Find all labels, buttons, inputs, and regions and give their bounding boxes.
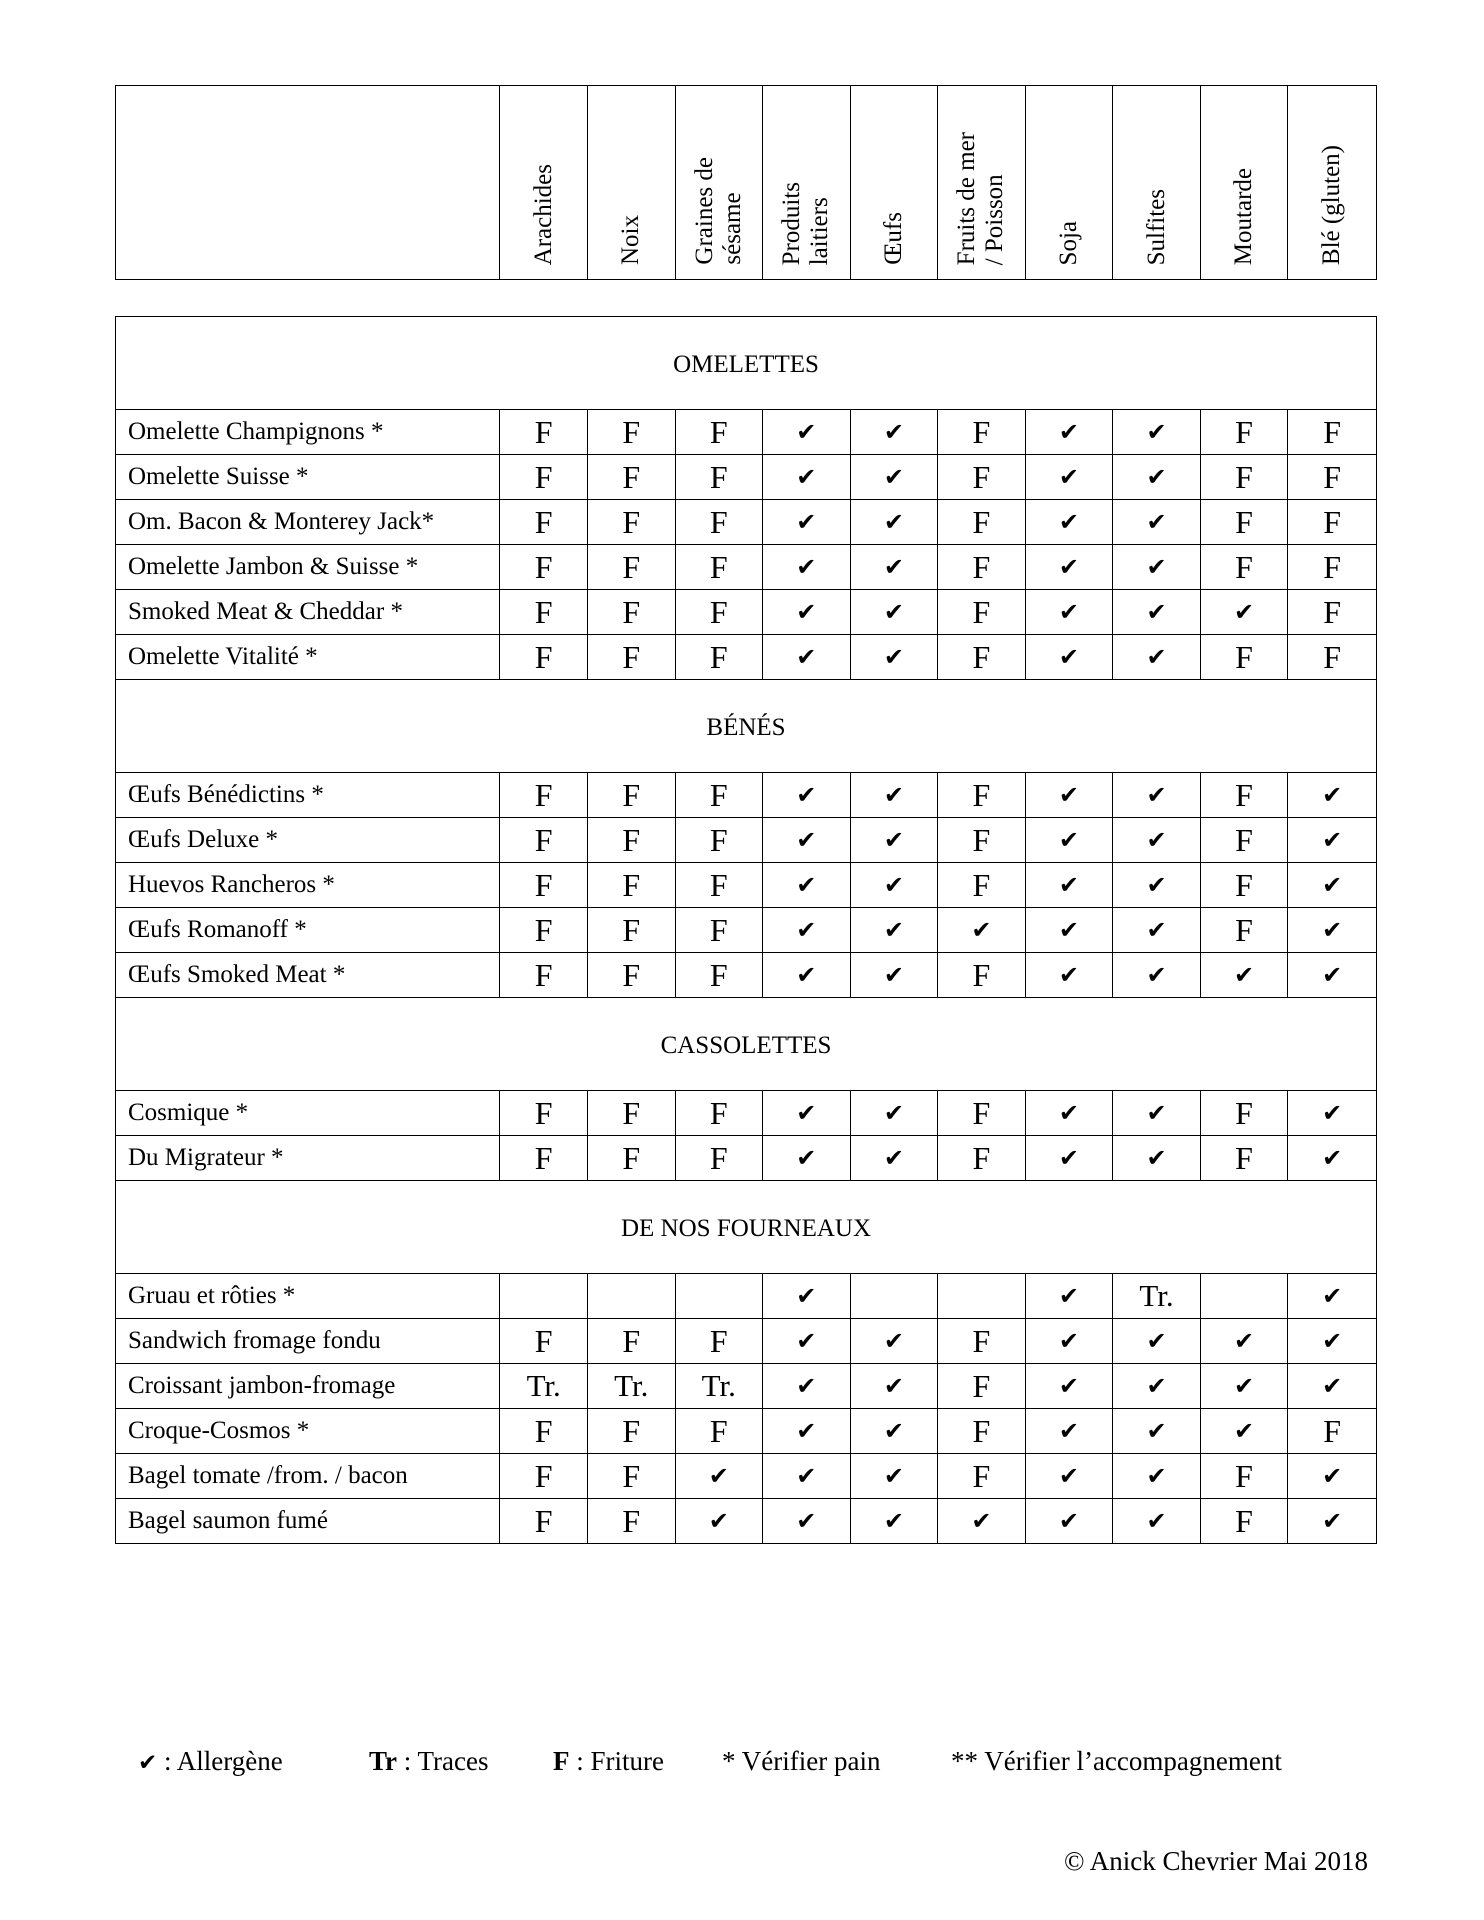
allergen-checkmark-icon: ✔: [1200, 590, 1288, 635]
allergen-checkmark-icon: ✔: [1288, 818, 1377, 863]
allergen-cell-fried: F: [1200, 410, 1288, 455]
menu-item-name: Omelette Vitalité *: [116, 635, 500, 680]
allergen-checkmark-icon: ✔: [1113, 773, 1201, 818]
menu-item-name: Du Migrateur *: [116, 1136, 500, 1181]
allergen-cell-fried: F: [587, 500, 675, 545]
allergen-checkmark-icon: ✔: [1025, 1274, 1113, 1319]
column-header: [1025, 86, 1113, 280]
allergen-header-row: [116, 86, 1377, 280]
allergen-cell-fried: F: [500, 590, 588, 635]
allergen-checkmark-icon: ✔: [1025, 590, 1113, 635]
allergen-cell-fried: F: [500, 1136, 588, 1181]
allergen-cell-fried: F: [675, 863, 763, 908]
allergen-cell-fried: F: [1200, 818, 1288, 863]
allergen-checkmark-icon: ✔: [763, 545, 851, 590]
allergen-cell-fried: F: [938, 455, 1026, 500]
allergen-cell-fried: F: [500, 1454, 588, 1499]
allergen-checkmark-icon: ✔: [1025, 635, 1113, 680]
section-title: DE NOS FOURNEAUX: [116, 1181, 1377, 1274]
allergen-cell-fried: F: [587, 953, 675, 998]
allergen-checkmark-icon: ✔: [763, 635, 851, 680]
allergen-cell-traces: Tr.: [1113, 1274, 1201, 1319]
allergen-cell-fried: F: [938, 773, 1026, 818]
allergen-checkmark-icon: ✔: [850, 1454, 938, 1499]
allergen-cell-fried: F: [587, 863, 675, 908]
allergen-cell-fried: F: [938, 1364, 1026, 1409]
allergen-cell-traces: Tr.: [675, 1364, 763, 1409]
legend-fried: F : Friture: [553, 1746, 664, 1776]
allergen-checkmark-icon: ✔: [1200, 1364, 1288, 1409]
allergen-cell-empty: [587, 1274, 675, 1319]
column-header-label: Arachides: [529, 163, 557, 265]
allergen-checkmark-icon: ✔: [1288, 1274, 1377, 1319]
allergen-checkmark-icon: ✔: [763, 410, 851, 455]
allergen-checkmark-icon: ✔: [1288, 908, 1377, 953]
allergen-checkmark-icon: ✔: [675, 1454, 763, 1499]
allergen-checkmark-icon: ✔: [850, 818, 938, 863]
allergen-checkmark-icon: ✔: [1025, 545, 1113, 590]
allergen-checkmark-icon: ✔: [1113, 1364, 1201, 1409]
table-row: [116, 500, 1377, 545]
allergen-checkmark-icon: ✔: [850, 500, 938, 545]
allergen-cell-fried: F: [675, 1319, 763, 1364]
allergen-cell-fried: F: [1288, 545, 1377, 590]
column-header: [1200, 86, 1288, 280]
allergen-cell-fried: F: [1288, 455, 1377, 500]
allergen-checkmark-icon: ✔: [1113, 1091, 1201, 1136]
allergen-cell-empty: [675, 1274, 763, 1319]
allergen-cell-empty: [500, 1274, 588, 1319]
allergen-checkmark-icon: ✔: [850, 1319, 938, 1364]
table-row: [116, 545, 1377, 590]
allergen-checkmark-icon: ✔: [1200, 1409, 1288, 1454]
allergen-cell-fried: F: [938, 590, 1026, 635]
column-header: [850, 86, 938, 280]
allergen-cell-fried: F: [1200, 773, 1288, 818]
allergen-checkmark-icon: ✔: [1288, 1319, 1377, 1364]
allergen-checkmark-icon: ✔: [763, 500, 851, 545]
copyright: © Anick Chevrier Mai 2018: [1064, 1846, 1368, 1876]
allergen-cell-fried: F: [938, 1409, 1026, 1454]
allergen-cell-fried: F: [1200, 863, 1288, 908]
allergen-checkmark-icon: ✔: [1113, 908, 1201, 953]
allergen-checkmark-icon: ✔: [1025, 1319, 1113, 1364]
allergen-checkmark-icon: ✔: [763, 1091, 851, 1136]
section-header-row: [116, 680, 1377, 773]
allergen-cell-fried: F: [500, 545, 588, 590]
allergen-cell-fried: F: [938, 545, 1026, 590]
allergen-checkmark-icon: ✔: [1025, 773, 1113, 818]
column-header-label: Moutarde: [1230, 167, 1258, 265]
table-row: [116, 863, 1377, 908]
allergen-cell-fried: F: [938, 863, 1026, 908]
allergen-cell-fried: F: [675, 1409, 763, 1454]
allergen-cell-fried: F: [500, 863, 588, 908]
allergen-checkmark-icon: ✔: [850, 1136, 938, 1181]
allergen-checkmark-icon: ✔: [850, 1409, 938, 1454]
section-title: OMELETTES: [116, 317, 1377, 410]
allergen-checkmark-icon: ✔: [1113, 500, 1201, 545]
column-header: [587, 86, 675, 280]
allergen-checkmark-icon: ✔: [850, 410, 938, 455]
allergen-checkmark-icon: ✔: [1025, 455, 1113, 500]
allergen-checkmark-icon: ✔: [1288, 863, 1377, 908]
allergen-checkmark-icon: ✔: [1113, 1454, 1201, 1499]
allergen-cell-fried: F: [938, 818, 1026, 863]
column-header: [938, 86, 1026, 280]
allergen-cell-fried: F: [675, 590, 763, 635]
allergen-cell-fried: F: [587, 818, 675, 863]
allergen-checkmark-icon: ✔: [1025, 500, 1113, 545]
allergen-checkmark-icon: ✔: [1025, 908, 1113, 953]
allergen-checkmark-icon: ✔: [850, 863, 938, 908]
allergen-cell-fried: F: [500, 635, 588, 680]
header-empty-cell: [116, 86, 500, 280]
allergen-cell-fried: F: [1200, 635, 1288, 680]
allergen-checkmark-icon: ✔: [938, 908, 1026, 953]
menu-item-name: Gruau et rôties *: [116, 1274, 500, 1319]
menu-item-name: Sandwich fromage fondu: [116, 1319, 500, 1364]
table-row: [116, 1454, 1377, 1499]
allergen-checkmark-icon: ✔: [850, 1091, 938, 1136]
table-row: [116, 590, 1377, 635]
allergen-checkmark-icon: ✔: [850, 635, 938, 680]
checkmark-icon: ✔: [138, 1750, 158, 1776]
allergen-cell-fried: F: [1288, 590, 1377, 635]
allergen-cell-fried: F: [938, 410, 1026, 455]
allergen-checkmark-icon: ✔: [1113, 1499, 1201, 1544]
allergen-cell-empty: [1200, 1274, 1288, 1319]
allergen-checkmark-icon: ✔: [1113, 455, 1201, 500]
menu-item-name: Smoked Meat & Cheddar *: [116, 590, 500, 635]
table-row: [116, 953, 1377, 998]
allergen-checkmark-icon: ✔: [850, 545, 938, 590]
table-row: [116, 1136, 1377, 1181]
allergen-checkmark-icon: ✔: [1113, 818, 1201, 863]
allergen-checkmark-icon: ✔: [1025, 1454, 1113, 1499]
allergen-checkmark-icon: ✔: [763, 818, 851, 863]
table-row: [116, 1499, 1377, 1544]
allergen-checkmark-icon: ✔: [763, 1136, 851, 1181]
allergen-checkmark-icon: ✔: [938, 1499, 1026, 1544]
allergen-checkmark-icon: ✔: [1025, 1136, 1113, 1181]
allergen-cell-traces: Tr.: [500, 1364, 588, 1409]
column-header: [500, 86, 588, 280]
menu-item-name: Omelette Jambon & Suisse *: [116, 545, 500, 590]
allergen-checkmark-icon: ✔: [1288, 1136, 1377, 1181]
allergen-cell-fried: F: [587, 410, 675, 455]
column-header: [675, 86, 763, 280]
allergen-checkmark-icon: ✔: [675, 1499, 763, 1544]
allergen-checkmark-icon: ✔: [850, 953, 938, 998]
allergen-checkmark-icon: ✔: [763, 1454, 851, 1499]
table-row: [116, 1364, 1377, 1409]
allergen-cell-fried: F: [938, 1136, 1026, 1181]
allergen-checkmark-icon: ✔: [763, 863, 851, 908]
allergen-cell-fried: F: [675, 455, 763, 500]
allergen-cell-fried: F: [675, 1091, 763, 1136]
allergen-cell-fried: F: [675, 545, 763, 590]
section-header-row: [116, 998, 1377, 1091]
table-row: [116, 635, 1377, 680]
column-header-label: Fruits de mer / Poisson: [953, 131, 1009, 265]
allergen-cell-fried: F: [587, 1136, 675, 1181]
allergen-checkmark-icon: ✔: [763, 1409, 851, 1454]
menu-item-name: Cosmique *: [116, 1091, 500, 1136]
allergen-checkmark-icon: ✔: [1113, 1409, 1201, 1454]
allergen-checkmark-icon: ✔: [1113, 590, 1201, 635]
menu-item-name: Œufs Smoked Meat *: [116, 953, 500, 998]
allergen-checkmark-icon: ✔: [1288, 1091, 1377, 1136]
allergen-cell-empty: [850, 1274, 938, 1319]
allergen-cell-fried: F: [500, 455, 588, 500]
allergen-checkmark-icon: ✔: [1025, 1364, 1113, 1409]
allergen-checkmark-icon: ✔: [763, 455, 851, 500]
allergen-checkmark-icon: ✔: [763, 1274, 851, 1319]
column-header-label: Graines de sésame: [690, 157, 746, 265]
menu-item-name: Œufs Romanoff *: [116, 908, 500, 953]
table-row: [116, 1091, 1377, 1136]
column-header-label: Œufs: [879, 212, 907, 265]
allergen-cell-fried: F: [1200, 1499, 1288, 1544]
allergen-checkmark-icon: ✔: [1113, 545, 1201, 590]
column-header-label: Produits laitiers: [778, 181, 834, 265]
table-row: [116, 1409, 1377, 1454]
legend-check-bread: * Vérifier pain: [722, 1746, 881, 1776]
section-title: CASSOLETTES: [116, 998, 1377, 1091]
allergen-cell-fried: F: [675, 908, 763, 953]
allergen-checkmark-icon: ✔: [1025, 1409, 1113, 1454]
allergen-cell-fried: F: [675, 635, 763, 680]
allergen-checkmark-icon: ✔: [1288, 953, 1377, 998]
allergen-checkmark-icon: ✔: [1025, 1091, 1113, 1136]
allergen-cell-fried: F: [1288, 1409, 1377, 1454]
allergen-cell-fried: F: [1288, 410, 1377, 455]
column-header: [1288, 86, 1377, 280]
allergen-checkmark-icon: ✔: [1113, 1319, 1201, 1364]
menu-item-name: Croque-Cosmos *: [116, 1409, 500, 1454]
legend-check-side: ** Vérifier l’accompagnement: [951, 1746, 1282, 1776]
allergen-cell-fried: F: [587, 635, 675, 680]
menu-item-name: Croissant jambon-fromage: [116, 1364, 500, 1409]
allergen-cell-fried: F: [1200, 1091, 1288, 1136]
table-row: [116, 1274, 1377, 1319]
allergen-cell-fried: F: [587, 773, 675, 818]
allergen-checkmark-icon: ✔: [1025, 953, 1113, 998]
allergen-cell-fried: F: [587, 908, 675, 953]
allergen-checkmark-icon: ✔: [763, 773, 851, 818]
allergen-cell-fried: F: [500, 773, 588, 818]
allergen-cell-fried: F: [675, 953, 763, 998]
legend-allergen: ✔ : Allergène: [138, 1746, 283, 1776]
allergen-menu-table: [115, 316, 1377, 1544]
column-header-label: Sulfites: [1142, 188, 1170, 265]
allergen-cell-fried: F: [675, 500, 763, 545]
allergen-checkmark-icon: ✔: [1025, 1499, 1113, 1544]
allergen-cell-traces: Tr.: [587, 1364, 675, 1409]
allergen-checkmark-icon: ✔: [763, 908, 851, 953]
menu-item-name: Omelette Champignons *: [116, 410, 500, 455]
allergen-checkmark-icon: ✔: [1288, 1454, 1377, 1499]
table-row: [116, 773, 1377, 818]
allergen-cell-fried: F: [938, 635, 1026, 680]
allergen-cell-fried: F: [1200, 500, 1288, 545]
table-row: [116, 455, 1377, 500]
allergen-cell-fried: F: [587, 1499, 675, 1544]
allergen-checkmark-icon: ✔: [763, 590, 851, 635]
table-row: [116, 410, 1377, 455]
allergen-checkmark-icon: ✔: [1025, 818, 1113, 863]
table-row: [116, 908, 1377, 953]
allergen-cell-fried: F: [1200, 455, 1288, 500]
allergen-checkmark-icon: ✔: [763, 1364, 851, 1409]
allergen-checkmark-icon: ✔: [1288, 1364, 1377, 1409]
allergen-cell-fried: F: [938, 1091, 1026, 1136]
allergen-cell-fried: F: [500, 1409, 588, 1454]
allergen-cell-fried: F: [938, 1454, 1026, 1499]
allergen-checkmark-icon: ✔: [850, 590, 938, 635]
allergen-checkmark-icon: ✔: [1200, 953, 1288, 998]
section-header-row: [116, 1181, 1377, 1274]
allergen-cell-fried: F: [938, 953, 1026, 998]
allergen-cell-fried: F: [1200, 545, 1288, 590]
allergen-cell-fried: F: [938, 1319, 1026, 1364]
legend-traces: Tr : Traces: [369, 1746, 489, 1776]
allergen-cell-fried: F: [500, 818, 588, 863]
section-title: BÉNÉS: [116, 680, 1377, 773]
allergen-cell-fried: F: [1288, 635, 1377, 680]
menu-item-name: Œufs Deluxe *: [116, 818, 500, 863]
allergen-checkmark-icon: ✔: [1113, 410, 1201, 455]
menu-item-name: Om. Bacon & Monterey Jack*: [116, 500, 500, 545]
column-header-label: Blé (gluten): [1318, 144, 1346, 265]
allergen-checkmark-icon: ✔: [1288, 773, 1377, 818]
allergen-cell-empty: [938, 1274, 1026, 1319]
allergen-cell-fried: F: [587, 545, 675, 590]
menu-item-name: Bagel saumon fumé: [116, 1499, 500, 1544]
allergen-checkmark-icon: ✔: [1113, 863, 1201, 908]
allergen-cell-fried: F: [675, 1136, 763, 1181]
allergen-checkmark-icon: ✔: [1025, 410, 1113, 455]
section-header-row: [116, 317, 1377, 410]
allergen-checkmark-icon: ✔: [763, 1499, 851, 1544]
column-header: [1113, 86, 1201, 280]
allergen-cell-fried: F: [500, 1319, 588, 1364]
column-header-label: Soja: [1054, 220, 1082, 265]
allergen-cell-fried: F: [675, 818, 763, 863]
menu-item-name: Œufs Bénédictins *: [116, 773, 500, 818]
column-header-label: Noix: [617, 215, 645, 265]
allergen-checkmark-icon: ✔: [763, 1319, 851, 1364]
allergen-checkmark-icon: ✔: [850, 1364, 938, 1409]
allergen-checkmark-icon: ✔: [1113, 953, 1201, 998]
table-row: [116, 818, 1377, 863]
allergen-cell-fried: F: [1200, 1454, 1288, 1499]
allergen-cell-fried: F: [675, 410, 763, 455]
allergen-cell-fried: F: [1288, 500, 1377, 545]
allergen-cell-fried: F: [1200, 908, 1288, 953]
allergen-cell-fried: F: [500, 1499, 588, 1544]
allergen-checkmark-icon: ✔: [1288, 1499, 1377, 1544]
table-row: [116, 1319, 1377, 1364]
menu-item-name: Huevos Rancheros *: [116, 863, 500, 908]
allergen-cell-fried: F: [500, 953, 588, 998]
allergen-checkmark-icon: ✔: [850, 908, 938, 953]
allergen-cell-fried: F: [675, 773, 763, 818]
allergen-checkmark-icon: ✔: [763, 953, 851, 998]
menu-item-name: Bagel tomate /from. / bacon: [116, 1454, 500, 1499]
allergen-cell-fried: F: [500, 908, 588, 953]
allergen-header-table: [115, 85, 1377, 280]
allergen-cell-fried: F: [587, 1091, 675, 1136]
allergen-cell-fried: F: [938, 500, 1026, 545]
allergen-checkmark-icon: ✔: [850, 773, 938, 818]
allergen-cell-fried: F: [587, 1409, 675, 1454]
allergen-checkmark-icon: ✔: [1025, 863, 1113, 908]
allergen-cell-fried: F: [500, 500, 588, 545]
allergen-checkmark-icon: ✔: [1200, 1319, 1288, 1364]
allergen-cell-fried: F: [500, 1091, 588, 1136]
column-header: [763, 86, 851, 280]
menu-item-name: Omelette Suisse *: [116, 455, 500, 500]
allergen-cell-fried: F: [587, 1454, 675, 1499]
allergen-cell-fried: F: [1200, 1136, 1288, 1181]
allergen-checkmark-icon: ✔: [850, 455, 938, 500]
allergen-cell-fried: F: [500, 410, 588, 455]
allergen-cell-fried: F: [587, 1319, 675, 1364]
allergen-checkmark-icon: ✔: [850, 1499, 938, 1544]
allergen-checkmark-icon: ✔: [1113, 635, 1201, 680]
allergen-checkmark-icon: ✔: [1113, 1136, 1201, 1181]
allergen-cell-fried: F: [587, 455, 675, 500]
allergen-cell-fried: F: [587, 590, 675, 635]
